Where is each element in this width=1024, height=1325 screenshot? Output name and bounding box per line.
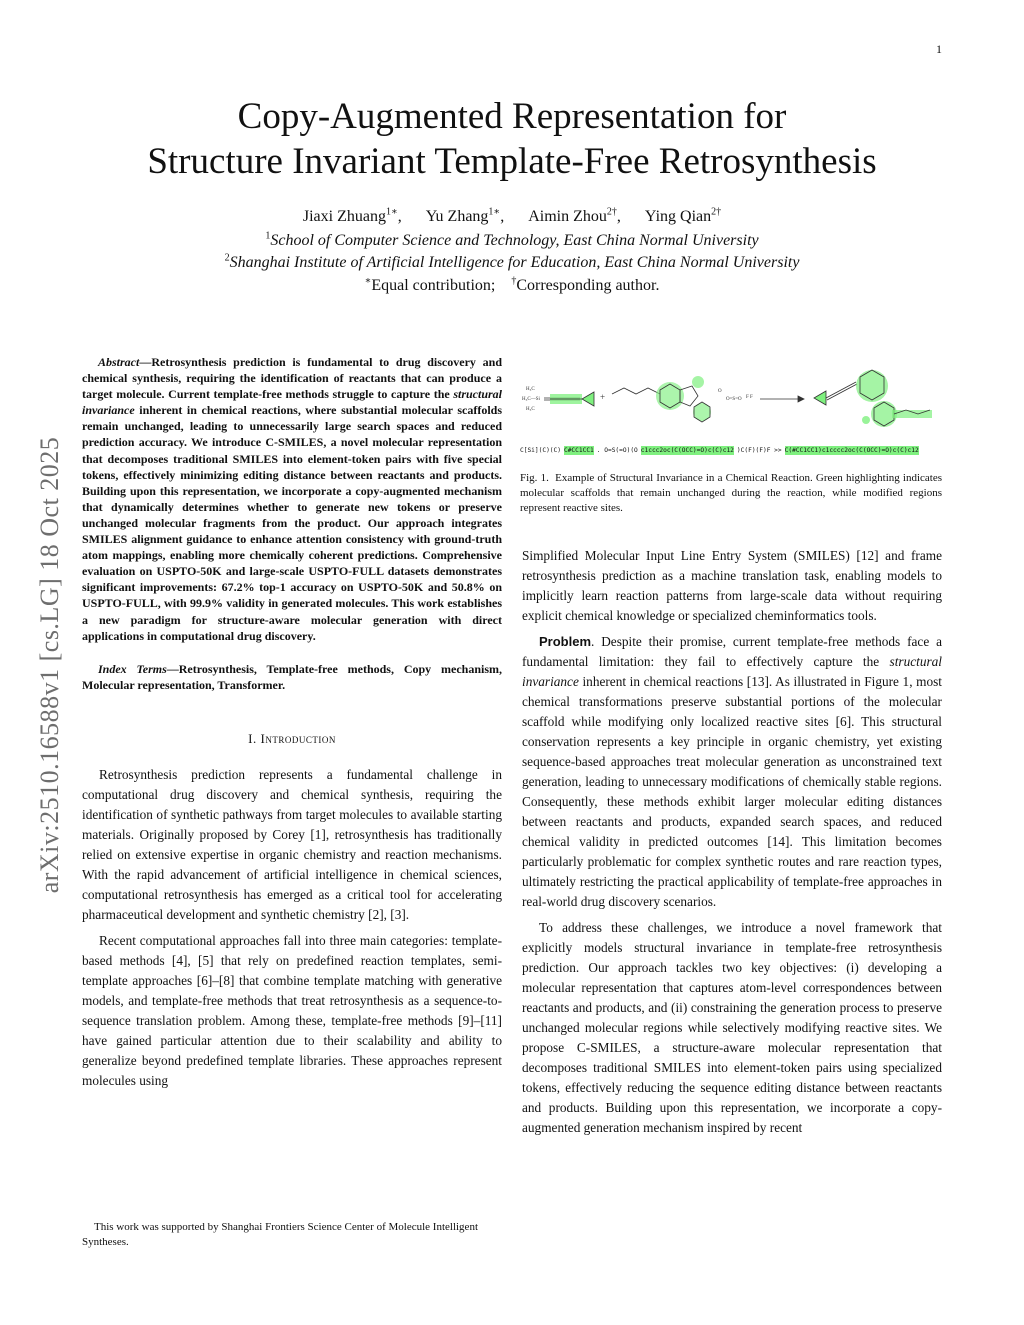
figure-caption: [520, 471, 942, 516]
smiles-highlight-3: C(#CC1CC1)c1cccc2oc(C(OCC)=O)c(C)c12: [784, 447, 919, 454]
reaction-scheme-graphic: [520, 352, 942, 444]
abstract-dash: —: [139, 355, 152, 369]
abstract-text-b: inherent in chemical reactions, where substantial molecular scaffolds remain unchanged, leading to unnecessarily large search spaces and reduced prediction accuracy. We introduce C-SMILES, a novel molecular representation that decomposes traditional SMILES into element-token pairs with five special tokens, effectively minimizing editing distance between reactants and products. Building upon this representation, we incorporate a copy-augmented mechanism that dynamically determines whether to generate new tokens or preserve unchanged molecular fragments from the product. Our approach integrates SMILES alignment guidance to enhance attention consistency with ground-truth atom mappings, enabling more chemically coherent predictions. Comprehensive evaluation on USPTO-50K and large-scale USPTO-FULL datasets demonstrates significant improvements: 67.2% top-1 accuracy on USPTO-50K and 50.8% on USPTO-FULL, with 99.9% validity in generated molecules. This work establishes a new paradigm for structure-aware molecular generation with direct applications in computational drug discovery.: [82, 403, 502, 643]
title-line-1: Copy-Augmented Representation for: [237, 96, 787, 137]
author-name: Yu Zhang: [425, 208, 489, 225]
abstract-emph: structural invariance: [82, 387, 502, 418]
section-heading-introduction: [82, 729, 502, 749]
author-sep: ,: [500, 208, 505, 225]
figure-1: [520, 352, 942, 516]
caption-label: Fig. 1.: [520, 472, 549, 484]
affiliation-2: [0, 252, 1024, 274]
author-3: [528, 206, 621, 228]
author-2: [426, 206, 504, 228]
abstract-label: Abstract: [98, 355, 140, 369]
left-column: [82, 354, 502, 1091]
affiliation-1: [0, 230, 1024, 252]
svg-text:H₃C: H₃C: [526, 387, 535, 392]
index-terms: [82, 661, 502, 693]
smiles-highlight-1: C#CC1CC1: [563, 447, 594, 454]
smiles-plain-3: )C(F)(F)F >>: [736, 447, 782, 454]
corr-sup: †: [511, 275, 517, 287]
abstract-text-a: Retrosynthesis prediction is fundamental to drug discovery and chemical synthesis, requiring the identification of reactants that can produce a target molecule. Current template-free methods struggle to capture the: [82, 355, 502, 402]
svg-text:F F: F F: [746, 395, 753, 400]
corresponding-author: Corresponding author.: [516, 277, 660, 294]
abstract: [82, 354, 502, 644]
problem-text-a: . Despite their promise, current template-free methods face a fundamental limitation: they fail to effectively capture the: [522, 634, 942, 669]
title-line-2: Structure Invariant Template-Free Retrosynthesis: [147, 141, 877, 182]
smiles-highlight-2: c1ccc2oc(C(OCC)=O)c(C)c12: [640, 447, 734, 454]
run-in-heading-problem: Problem: [539, 634, 592, 649]
author-4: [645, 206, 721, 228]
section-title: Introduction: [260, 730, 336, 746]
problem-text-b: inherent in chemical reactions [13]. As illustrated in Figure 1, most chemical transformations preserve substantial portions of the molecular scaffold while modifying only localized reactive sites [6]. This structural conservation represents a key principle in organic chemistry, yet existing sequence-based approaches treat molecular generation as unconstrained text generation, leading to unnecessary modifications of chemically stable regions. Consequently, these methods exhibit larger molecular editing distances between reactants and products, expanded search spaces, and reduced chemical validity in predicted outcomes [14]. This limitation becomes particularly problematic for complex synthetic routes and rare reaction types, ultimately restricting the practical applicability of template-free approaches in real-world drug discovery scenarios.: [522, 674, 942, 909]
svg-text:O: O: [718, 389, 722, 394]
intro-paragraph-1: Retrosynthesis prediction represents a fundamental challenge in computational drug discovery and chemical synthesis, requiring the identification of synthetic pathways from target molecules to available starting materials. Originally proposed by Corey [1], retrosynthesis has traditionally relied on extensive expertise in organic chemistry and reaction mechanisms. With the rapid advancement of artificial intelligence in chemical sciences, computational retrosynthesis has emerged as a critical tool for accelerating pharmaceutical development and synthetic chemistry [2], [3].: [82, 766, 502, 922]
paper-title: [0, 94, 1024, 184]
contribution-note: [0, 275, 1024, 297]
page-number: 1: [936, 42, 942, 56]
affiliation-sup: 2: [224, 252, 230, 264]
author-sup: 1∗: [488, 206, 501, 218]
author-sup: 2†: [606, 206, 617, 218]
svg-text:H₃C: H₃C: [526, 407, 535, 412]
right-paragraph-2: [522, 632, 942, 912]
index-terms-text: —Retrosynthesis, Template-free methods, Copy mechanism, Molecular representation, Transformer.: [82, 661, 502, 692]
equal-sup: ∗: [364, 275, 372, 287]
caption-text: Example of Structural Invariance in a Chemical Reaction. Green highlighting indicates molecular scaffolds that remain unchanged during the reaction, while modified regions represent reactive sites.: [520, 472, 943, 514]
svg-text:O=S=O: O=S=O: [726, 397, 742, 402]
right-paragraph-3: To address these challenges, we introduce a novel framework that explicitly models structural invariance in template-free retrosynthesis prediction. Our approach tackles two key objectives: (i) developing a molecular representation that captures atom-level correspondences between reactants and products, and (ii) constraining the generation process to preserve unchanged molecular regions while selectively modifying reactive sites. We propose C-SMILES, a structure-aware molecular representation that decomposes traditional SMILES into element-token pairs using specialized tokens, effectively reducing the sequence editing distance between reactants and products. Building upon this representation, we incorporate a copy-augmented generation mechanism inspired by recent: [522, 920, 942, 1135]
author-name: Jiaxi Zhuang: [302, 208, 386, 225]
right-paragraph-1: Simplified Molecular Input Line Entry System (SMILES) [12] and frame retrosynthesis prediction as a machine translation task, enabling models to implicitly learn reaction patterns from large-scale data without requiring explicit chemical knowledge or specialized cheminformatics tools.: [522, 548, 942, 623]
author-sup: 1∗: [385, 206, 398, 218]
equal-contribution: Equal contribution;: [371, 277, 496, 294]
affiliation-text: Shanghai Institute of Artificial Intelligence for Education, East China Normal University: [229, 254, 800, 271]
author-sep: ,: [616, 208, 621, 225]
svg-text:H₃C—Si: H₃C—Si: [522, 397, 540, 402]
smiles-plain-1: C[Si](C)(C): [520, 447, 561, 454]
author-name: Aimin Zhou: [528, 208, 607, 225]
section-numeral: I.: [248, 730, 261, 746]
author-name: Ying Qian: [644, 208, 712, 225]
author-list: [0, 206, 1024, 228]
footnote: This work was supported by Shanghai Frontiers Science Center of Molecule Intelligent Syntheses.: [82, 1221, 478, 1248]
author-sup: 2†: [711, 206, 722, 218]
smiles-plain-2: . O=S(=O)(O: [596, 447, 638, 454]
author-sep: ,: [397, 208, 402, 225]
index-terms-label: Index Terms: [98, 661, 167, 676]
right-column: [522, 546, 942, 1138]
affiliation-sup: 1: [265, 230, 271, 242]
author-1: [303, 206, 402, 228]
affiliation-text: School of Computer Science and Technology, East China Normal University: [270, 232, 759, 249]
problem-emph: structural invariance: [522, 654, 942, 689]
smiles-strip: [520, 446, 942, 455]
arxiv-stamp: arXiv:2510.16588v1 [cs.LG] 18 Oct 2025: [35, 436, 64, 894]
intro-paragraph-2: Recent computational approaches fall into three main categories: template-based methods [4], [5] that rely on predefined reaction templates, semi-template approaches [6]–[8] that combine template matching with generative models, and template-free methods that treat retrosynthesis as a sequence-to-sequence translation problem. Among these, template-free methods [9]–[11] have gained particular attention due to their scalability and ability to generalize beyond predefined template libraries. These approaches represent molecules using: [82, 932, 502, 1088]
svg-text:+: +: [600, 392, 606, 402]
